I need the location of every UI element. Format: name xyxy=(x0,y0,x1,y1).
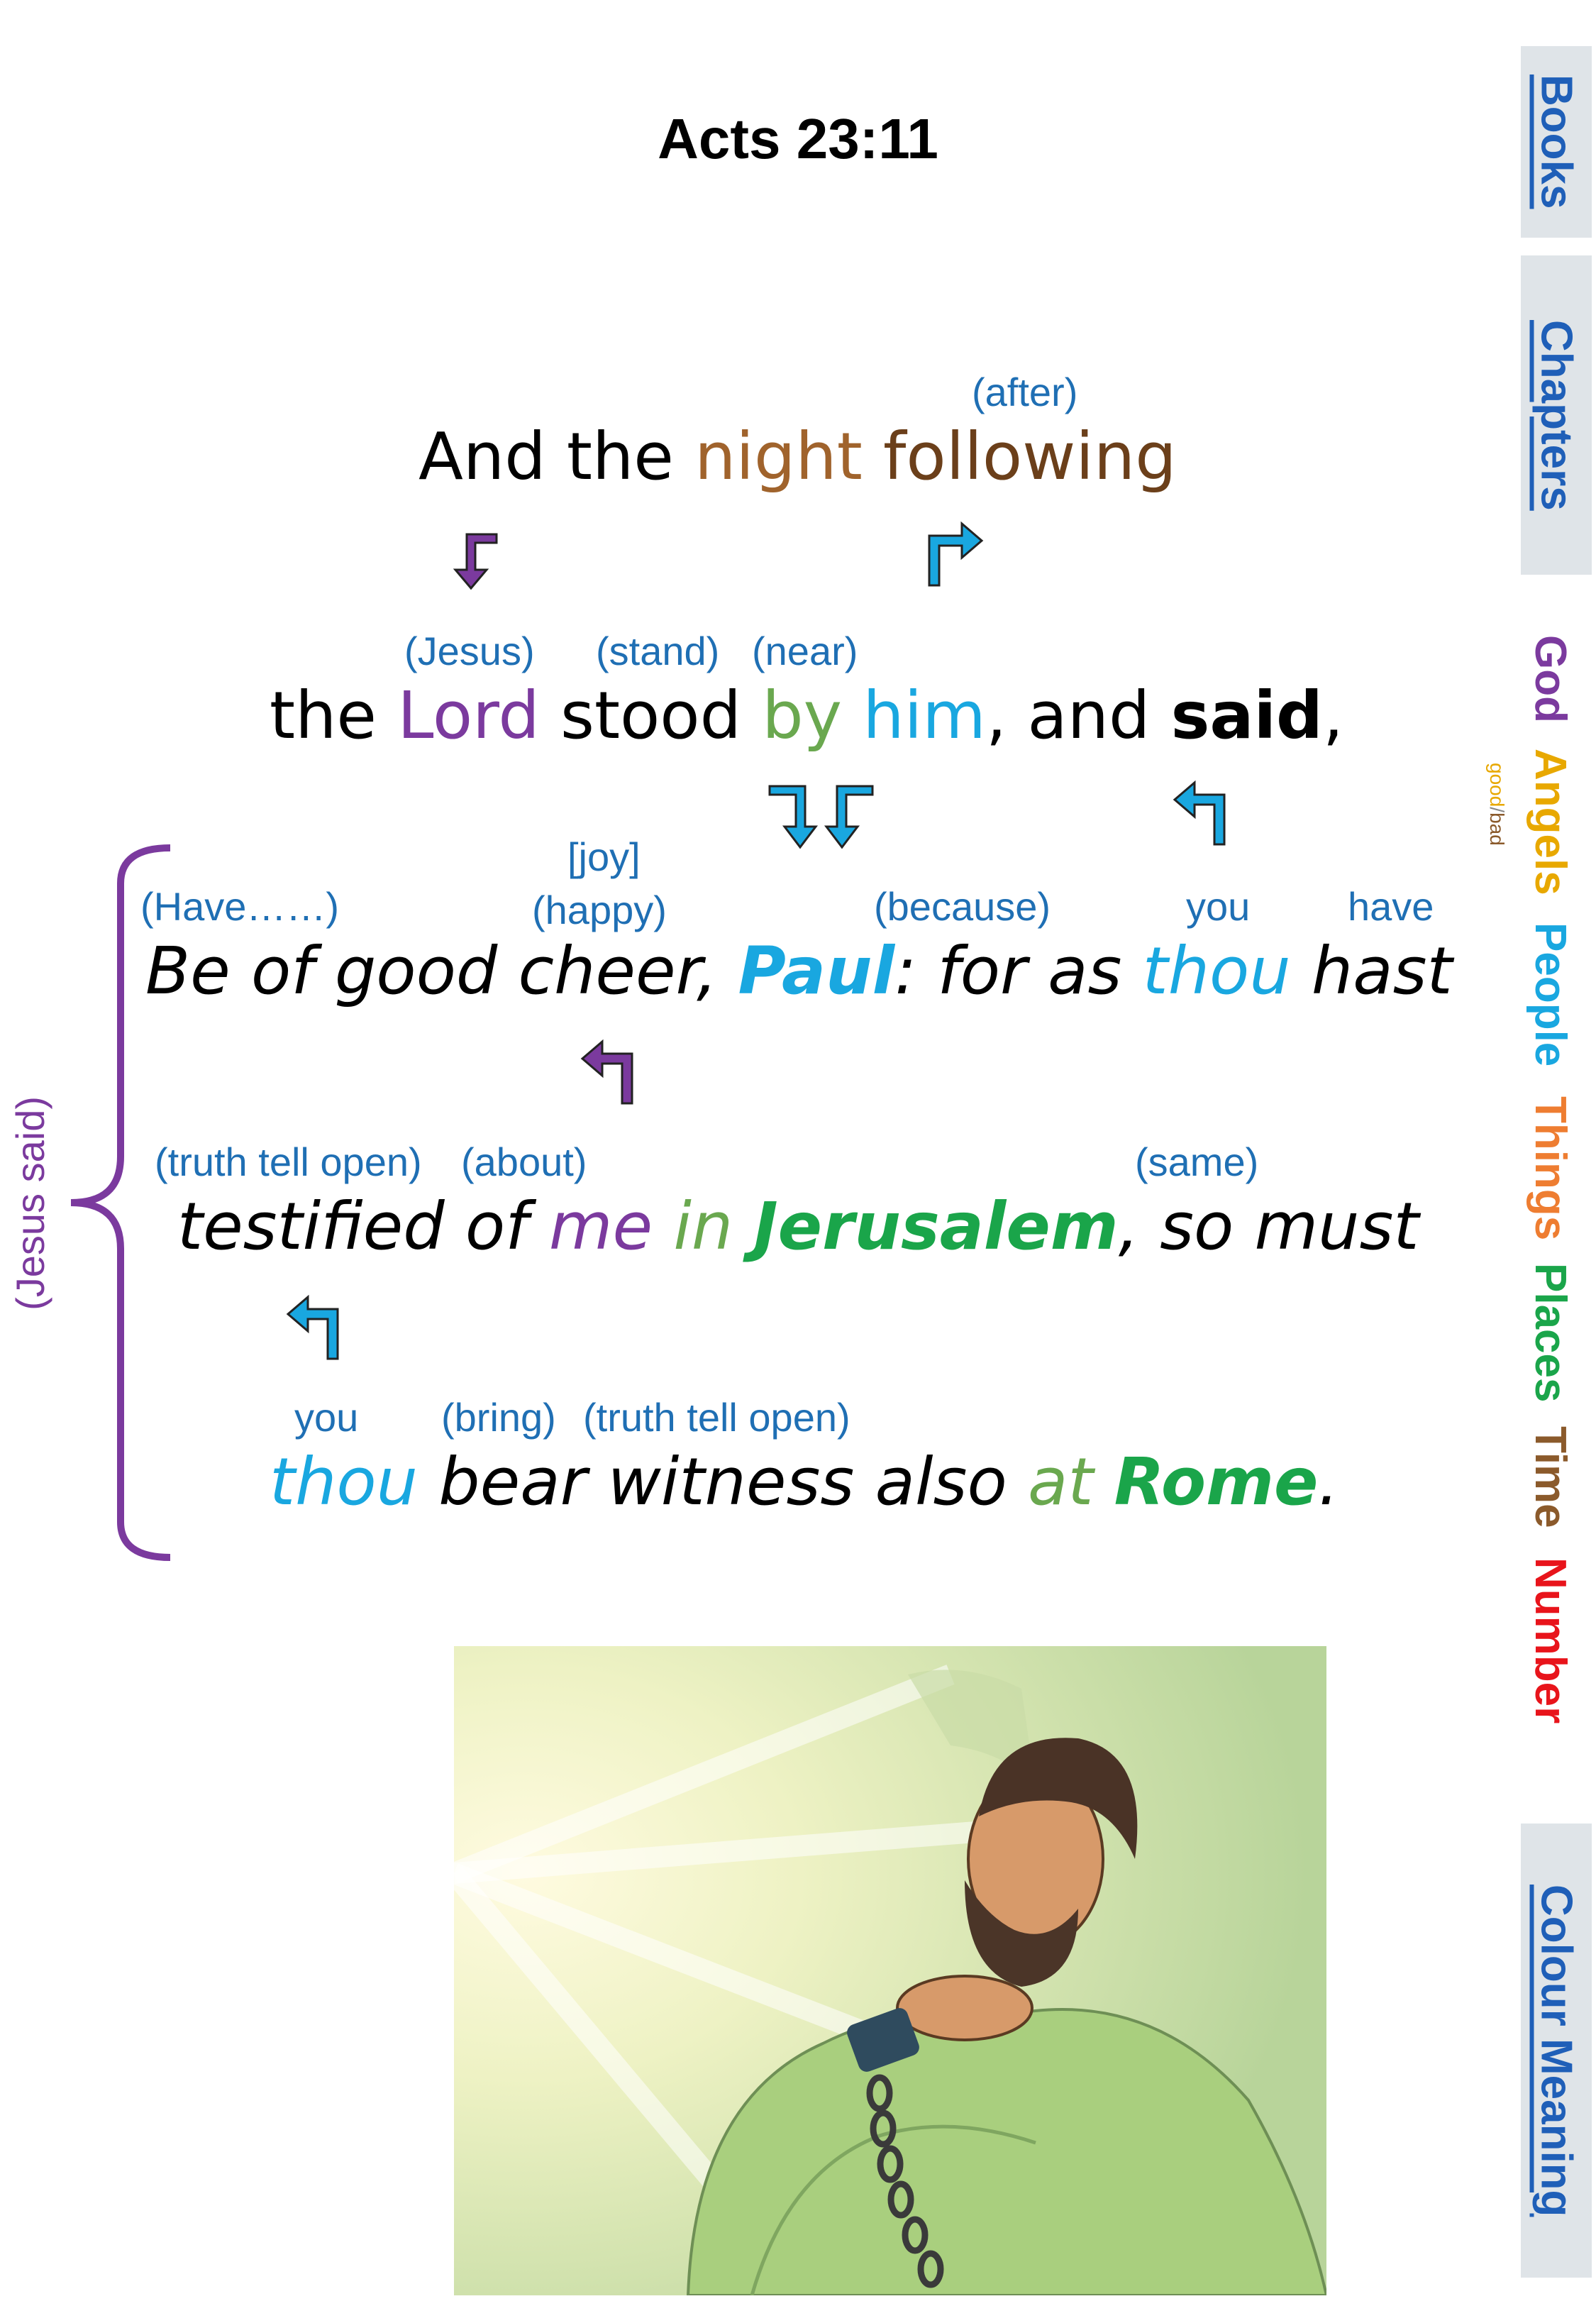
gloss-jesus: (Jesus) xyxy=(404,629,535,673)
books-tab[interactable] xyxy=(1521,46,1592,238)
colour-meaning-tab[interactable] xyxy=(1521,1824,1592,2278)
word-by: by xyxy=(762,678,843,754)
legend-people: People xyxy=(1526,922,1575,1067)
legend-places: Places xyxy=(1526,1263,1575,1403)
legend-number: Number xyxy=(1526,1557,1575,1724)
gloss-about: (about) xyxy=(461,1140,587,1184)
colour-legend xyxy=(1486,624,1575,1760)
verse-line-4: testified of me in Jerusalem, so must xyxy=(177,1188,1419,1264)
gloss-have-dots: (Have……) xyxy=(140,884,340,929)
word-thou-2: thou xyxy=(270,1444,418,1520)
word-lord: Lord xyxy=(397,678,540,754)
page-title: Acts 23:11 xyxy=(658,107,938,170)
legend-good-bad: good/bad xyxy=(1486,763,1508,846)
legend-angels: Angels xyxy=(1526,749,1575,895)
word-rome: Rome xyxy=(1114,1444,1319,1520)
verse-line-1: And the night following xyxy=(419,419,1177,495)
arrow-up-left-purple-icon xyxy=(578,1036,642,1107)
gloss-you-2: you xyxy=(294,1395,359,1440)
illustration-paul-in-prison xyxy=(454,1646,1326,2295)
arrow-down-left-icon xyxy=(447,529,504,592)
word-me: me xyxy=(548,1188,653,1264)
books-link[interactable]: Books xyxy=(1531,75,1581,209)
word-him: him xyxy=(863,678,986,754)
gloss-joy: [joy] xyxy=(567,834,641,879)
word-jerusalem: Jerusalem xyxy=(753,1188,1119,1264)
gloss-same: (same) xyxy=(1135,1140,1259,1184)
chapters-tab[interactable] xyxy=(1521,255,1592,575)
gloss-bring: (bring) xyxy=(441,1395,556,1440)
arrow-up-left-blue-icon xyxy=(284,1291,348,1362)
word-at: at xyxy=(1027,1444,1094,1520)
gloss-truth-tell-open-2: (truth tell open) xyxy=(583,1395,850,1440)
arrow-up-left-icon xyxy=(1170,777,1234,848)
legend-things: Things xyxy=(1526,1096,1575,1241)
gloss-happy: (happy) xyxy=(532,888,667,932)
gloss-you-1: you xyxy=(1186,884,1251,929)
word-night: night xyxy=(694,419,863,495)
word-in: in xyxy=(673,1188,733,1264)
double-arrow-down-icon xyxy=(766,780,880,851)
gloss-because: (because) xyxy=(874,884,1051,929)
word-said: said xyxy=(1170,678,1323,754)
colour-meaning-link[interactable]: Colour Meaning xyxy=(1531,1884,1581,2217)
gloss-after: (after) xyxy=(972,370,1078,414)
gloss-near: (near) xyxy=(752,629,858,673)
word-thou-1: thou xyxy=(1142,933,1291,1009)
legend-god: God xyxy=(1526,635,1575,723)
bracket-label: (Jesus said) xyxy=(8,1096,52,1311)
gloss-stand: (stand) xyxy=(596,629,720,673)
arrow-up-right-icon xyxy=(922,518,986,589)
legend-time: Time xyxy=(1526,1426,1575,1528)
verse-line-3: Be of good cheer, Paul: for as thou hast xyxy=(145,933,1453,1009)
word-following: following xyxy=(883,419,1177,495)
verse-line-5: thou bear witness also at Rome. xyxy=(270,1444,1339,1520)
gloss-have: have xyxy=(1348,884,1434,929)
gloss-truth-tell-open-1: (truth tell open) xyxy=(155,1140,422,1184)
word-paul: Paul xyxy=(738,933,895,1009)
chapters-link[interactable]: Chapters xyxy=(1531,319,1581,511)
verse-line-2: the Lord stood by him, and said, xyxy=(270,678,1344,754)
